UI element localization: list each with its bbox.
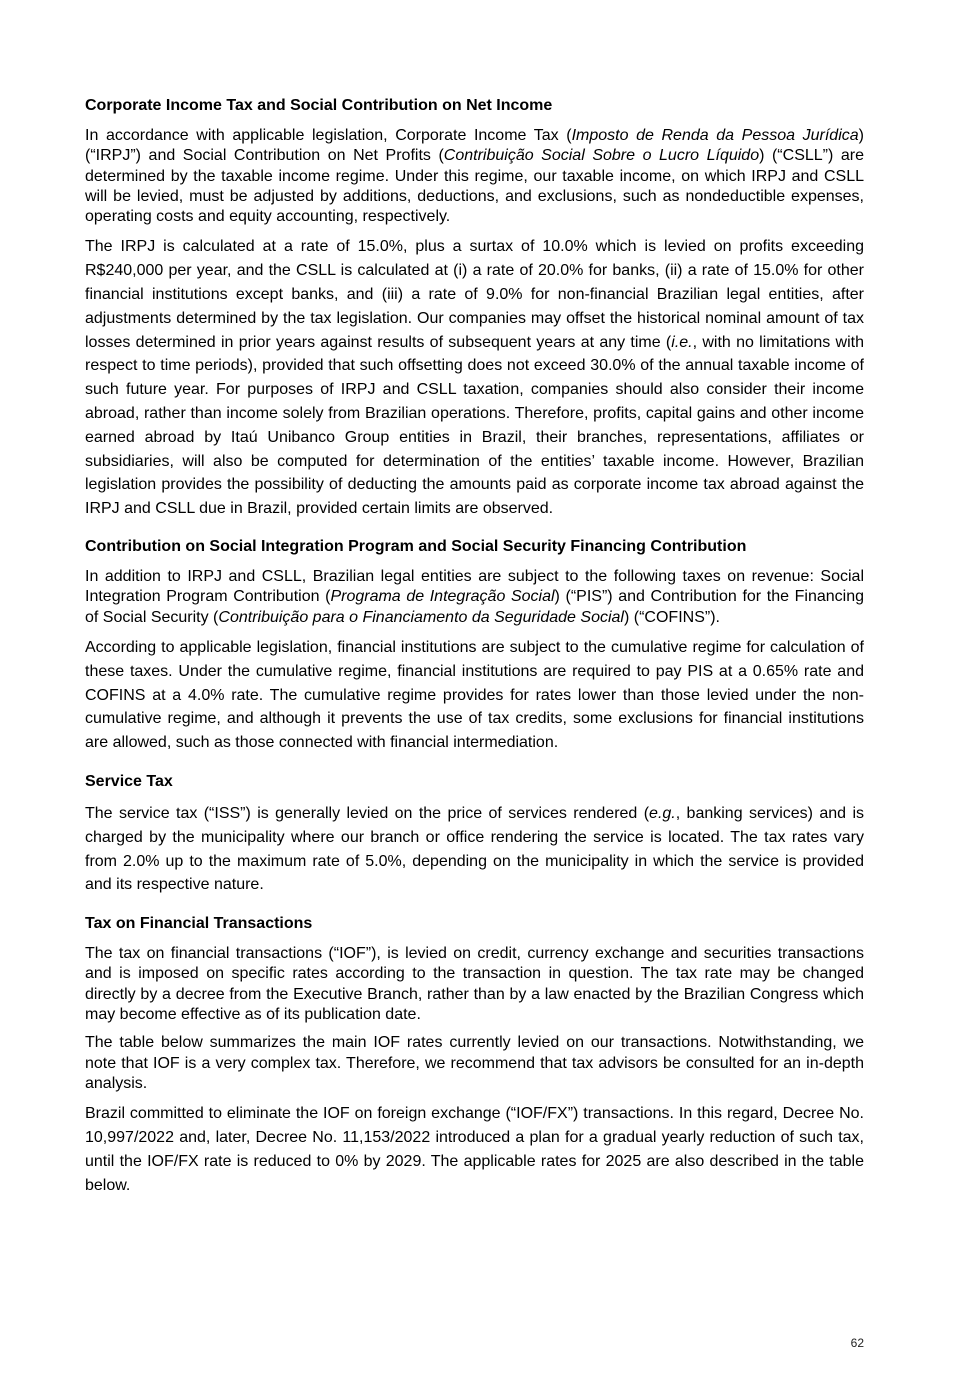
text-run: ) (“IRPJ”) and Social Contribution on Net Profits (: [85, 127, 864, 165]
text-run: , with no limitations with respect to time periods), provided that such offsetting does not exceed 30.0% of the annual taxable income of such future year. For purposes of IRPJ and CSLL taxation, companies should also consider their income abroad, rather than income solely from Brazilian operations. Therefore, profits, capital gains and other income earned abroad by Itaú Unibanco Group entities in Brazil, their branches, representations, affiliates or subsidiaries, will also be computed for determination of the entities’ taxable income. However, Brazilian legislation provides the possibility of deducting the amounts paid as corporate income tax abroad against the IRPJ and CSLL due in Brazil, provided certain limits are observed.: [85, 333, 865, 518]
section-pis-cofins: [85, 536, 864, 755]
italic-term: Contribuição Social Sobre o Lucro Líquido: [443, 147, 760, 165]
text-run: Brazil committed to eliminate the IOF on foreign exchange (“IOF/FX”) transactions. In this regard, Decree No. 10,997/2022 and, later, Decree No. 11,153/2022 introduced a plan for a gradual yearly reduction of such tax, until the IOF/FX rate is reduced to 0% by 2029. The applicable rates for 2025 are also described in the table below.: [85, 1105, 864, 1194]
paragraph: [85, 636, 864, 755]
italic-term: Imposto de Renda da Pessoa Jurídica: [571, 127, 859, 144]
italic-term: i.e.: [671, 333, 693, 351]
text-run: ) (“COFINS”).: [623, 608, 720, 626]
italic-term: Programa de Integração Social: [330, 588, 555, 606]
page-number: 62: [850, 1336, 864, 1350]
text-run: , banking services) and is charged by the municipality where our branch or office rendering the service is located. The tax rates vary from 2.0% up to the maximum rate of 5.0%, depending on the municipality in which the service is provided and its respective nature.: [85, 804, 865, 894]
text-run: The service tax (“ISS”) is generally levied on the price of services rendered (: [85, 804, 650, 822]
paragraph: [85, 802, 864, 897]
text-run: The IRPJ is calculated at a rate of 15.0%, plus a surtax of 10.0% which is levied on profits exceeding R$240,000 per year, and the CSLL is calculated at (i) a rate of 20.0% for banks, (ii) a rate of 15.0% for other financial institutions except banks, and (iii) a rate of 9.0% for non-financial Brazilian legal entities, after adjustments determined by the tax legislation. Our companies may offset the historical nominal amount of tax losses determined in prior years against results of subsequent years at any time (: [85, 238, 864, 351]
section-corporate-income-tax: [85, 95, 864, 521]
paragraph: [85, 1102, 864, 1197]
document-page: [85, 95, 864, 1213]
section-heading: Contribution on Social Integration Program and Social Security Financing Contribution: [85, 538, 747, 556]
text-run: In addition to IRPJ and CSLL, Brazilian legal entities are subject to the following taxes on revenue: Social Integration Program Contribution (: [85, 568, 864, 606]
text-run: ) (“CSLL”) are determined by the taxable income regime. Under this regime, our taxable income, on which IRPJ and CSLL will be levied, must be adjusted by additions, deductions, and exclusions, such as nondeductible expenses, operating costs and equity accounting, respectively.: [85, 147, 864, 226]
text-run: ) (“PIS”) and Contribution for the Financing of Social Security (: [85, 588, 864, 626]
text-run: According to applicable legislation, financial institutions are subject to the cumulative regime for calculation of these taxes. Under the cumulative regime, financial institutions are required to pay PIS at a 0.65% rate and COFINS at a 4.0% rate. The cumulative regime provides for rates lower than those levied under the non-cumulative regime, and although it prevents the use of tax credits, some exclusions for financial institutions are allowed, such as those connected with financial intermediation.: [85, 638, 864, 752]
paragraph: [85, 235, 864, 521]
paragraph: [85, 126, 864, 227]
italic-term: e.g.: [649, 804, 676, 822]
paragraph: [85, 567, 864, 628]
text-run: The table below summarizes the main IOF rates currently levied on our transactions. Notwithstanding, we note that IOF is a very complex tax. Therefore, we recommend that tax advisors be consulted for an in-depth analysis.: [85, 1034, 864, 1092]
section-heading: Tax on Financial Transactions: [85, 915, 313, 933]
section-service-tax: [85, 771, 864, 897]
italic-term: Contribuição para o Financiamento da Seguridade Social: [218, 608, 624, 626]
paragraph: [85, 1033, 864, 1094]
section-heading: Corporate Income Tax and Social Contribution on Net Income: [85, 97, 553, 114]
section-heading: Service Tax: [85, 772, 173, 790]
text-run: In accordance with applicable legislation, Corporate Income Tax (: [85, 127, 572, 144]
section-iof: [85, 913, 864, 1197]
paragraph: [85, 944, 864, 1025]
text-run: The tax on financial transactions (“IOF”), is levied on credit, currency exchange and securities transactions and is imposed on specific rates according to the transaction in question. The tax rate may be changed directly by a decree from the Executive Branch, rather than by a law enacted by the Brazilian Congress which may become effective as of its publication date.: [85, 945, 864, 1023]
